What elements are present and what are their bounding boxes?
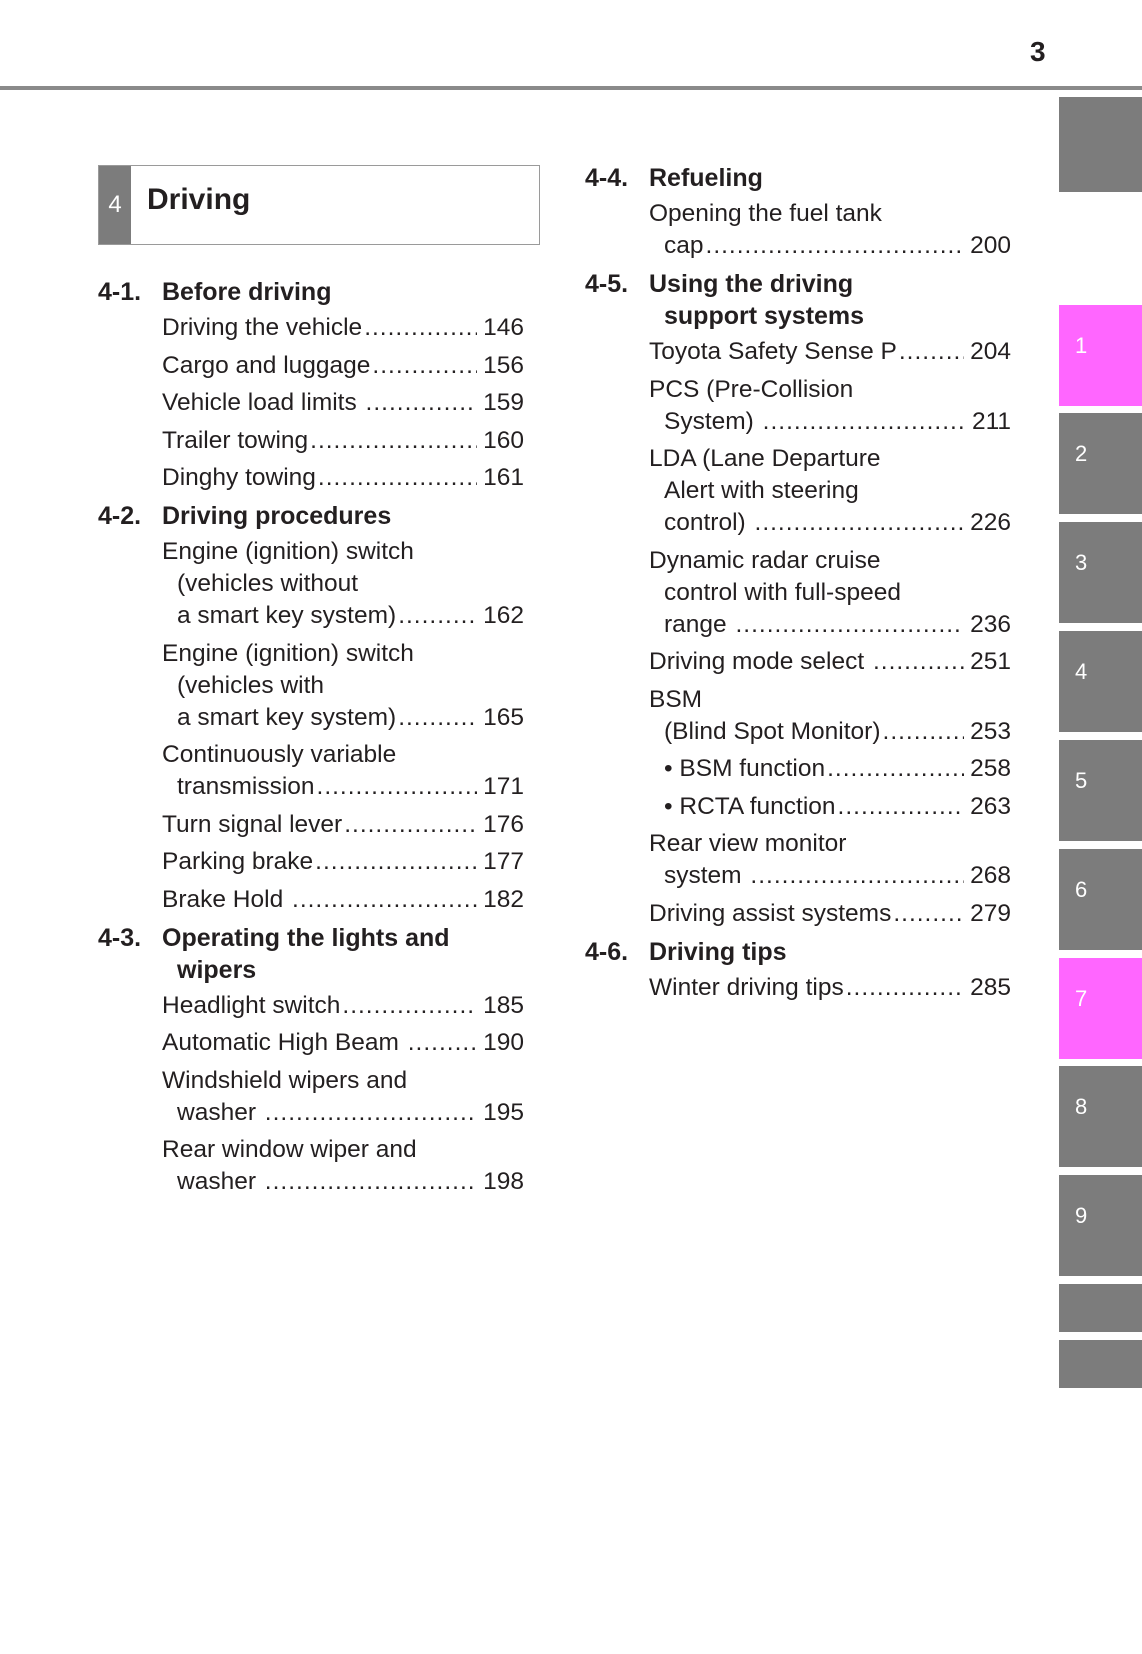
toc-entry[interactable] <box>585 545 1011 641</box>
chapter-tab-3[interactable]: 3 <box>1059 522 1142 623</box>
toc-entry-text: Automatic High Beam <box>162 1029 406 1056</box>
toc-entry-text: system <box>664 862 749 889</box>
page-ref: 176 <box>483 810 524 838</box>
toc-entry[interactable] <box>98 638 524 734</box>
toc-entry[interactable] <box>585 828 1011 892</box>
page-ref: 204 <box>970 338 1011 365</box>
toc-entry-lastline <box>649 972 1011 1004</box>
toc-entry-line: Engine (ignition) switch <box>162 639 414 667</box>
section-title-line: Refueling <box>649 164 763 192</box>
toc-entry-lastline <box>162 1097 524 1129</box>
toc-entry-line: Opening the fuel tank <box>649 200 882 227</box>
page-ref: 200 <box>970 232 1011 259</box>
section-heading <box>585 268 1011 332</box>
toc-entry[interactable] <box>98 350 524 382</box>
section-number: 4-4. <box>585 164 629 192</box>
toc-entry-line: Rear view monitor <box>649 830 847 857</box>
dot-leader <box>873 646 964 678</box>
chapter-tab-1[interactable]: 1 <box>1059 305 1142 406</box>
toc-entry-text: • RCTA function <box>664 792 836 820</box>
toc-entry-text: Driving assist systems <box>649 899 892 927</box>
chapter-title: Driving <box>147 183 251 216</box>
page-ref: 268 <box>970 862 1011 889</box>
page-ref: 251 <box>970 648 1011 675</box>
section-title-line: Operating the lights and <box>162 923 450 952</box>
dot-leader <box>265 1097 477 1129</box>
toc-entry-lastline <box>649 791 1011 823</box>
dot-leader <box>846 972 964 1004</box>
dot-leader <box>735 609 964 641</box>
toc-entry-lastline <box>649 609 1011 641</box>
chapter-tab-4[interactable]: 4 <box>1059 631 1142 732</box>
page-ref: 285 <box>970 973 1011 1001</box>
toc-entry-line: Dynamic radar cruise <box>649 546 881 574</box>
toc-entry-text: a smart key system) <box>177 602 397 629</box>
toc-entry-text: • BSM function <box>664 755 826 782</box>
toc-entry-text: Turn signal lever <box>162 810 343 838</box>
page-ref: 171 <box>483 773 524 800</box>
page-ref: 198 <box>483 1168 524 1195</box>
toc-entry-text: washer <box>177 1098 263 1126</box>
toc-entry-lastline <box>649 507 1011 539</box>
section-title <box>162 500 524 532</box>
toc-entry-line: (vehicles with <box>177 671 325 699</box>
toc-entry[interactable] <box>585 198 1011 262</box>
toc-entry-text: a smart key system) <box>177 703 397 731</box>
dot-leader <box>398 600 477 632</box>
toc-entry-text: Brake Hold <box>162 885 291 913</box>
toc-entry[interactable] <box>98 387 524 419</box>
toc-entry-text: Driving the vehicle <box>162 314 363 341</box>
toc-entry-text: transmission <box>177 773 315 800</box>
section-title <box>162 276 524 308</box>
toc-entry-text: Vehicle load limits <box>162 389 364 416</box>
toc-entry[interactable] <box>585 336 1011 368</box>
toc-entry[interactable] <box>585 791 1011 823</box>
section-heading <box>98 500 524 532</box>
toc-entry-lastline <box>162 600 524 632</box>
dot-leader <box>838 791 965 823</box>
toc-entry-line: Windshield wipers and <box>162 1066 408 1094</box>
toc-entry-lastline <box>649 716 1011 748</box>
toc-entry-text: washer <box>177 1168 263 1195</box>
section-title <box>649 936 1011 968</box>
section-title-line: support systems <box>664 302 865 330</box>
section-heading <box>585 936 1011 968</box>
toc-entry-text: Dinghy towing <box>162 464 316 491</box>
toc-entry-line: (vehicles without <box>177 570 359 597</box>
toc-entry[interactable] <box>98 809 524 841</box>
toc-entry-text: System) <box>664 407 761 435</box>
dot-leader <box>883 716 965 748</box>
page-ref: 159 <box>483 389 524 416</box>
dot-leader <box>763 406 966 438</box>
dot-leader <box>342 990 477 1022</box>
dot-leader <box>265 1166 477 1198</box>
toc-entry-text: control) <box>664 509 753 536</box>
page-ref: 162 <box>483 602 524 629</box>
section-title-line: wipers <box>177 955 257 984</box>
page-ref: 160 <box>483 426 524 454</box>
toc-entry[interactable] <box>585 972 1011 1004</box>
toc-entry-line: control with full-speed <box>664 578 901 606</box>
chapter-tab-7[interactable]: 7 <box>1059 958 1142 1059</box>
toc-entry-lastline <box>649 860 1011 892</box>
page-ref: 258 <box>970 755 1011 782</box>
toc-entry[interactable] <box>585 898 1011 930</box>
dot-leader <box>372 350 477 382</box>
section-title-line: Driving procedures <box>162 502 392 530</box>
page-ref: 190 <box>483 1029 524 1056</box>
toc-entry-text: Headlight switch <box>162 991 341 1019</box>
toc-entry-lastline <box>162 425 524 457</box>
header-rule <box>0 86 1142 90</box>
toc-entry-lastline <box>162 387 524 419</box>
page-ref: 146 <box>483 314 524 341</box>
dot-leader <box>292 884 477 916</box>
toc-entry[interactable] <box>585 646 1011 678</box>
chapter-tab-8[interactable]: 8 <box>1059 1066 1142 1167</box>
toc-entry-line: Engine (ignition) switch <box>162 538 414 565</box>
page-ref: 161 <box>483 464 524 491</box>
toc-right-column <box>585 156 1011 1009</box>
toc-entry-lastline <box>649 898 1011 930</box>
section-heading <box>98 922 524 986</box>
chapter-tab-blank[interactable] <box>1059 1284 1142 1332</box>
dot-leader <box>310 425 477 457</box>
toc-entry-lastline <box>162 1027 524 1059</box>
chapter-tab-2[interactable]: 2 <box>1059 413 1142 514</box>
page-number: 3 <box>1030 36 1046 67</box>
section-title-line: Before driving <box>162 278 332 306</box>
toc-entry-lastline <box>649 753 1011 785</box>
toc-entry-lastline <box>162 312 524 344</box>
toc-entry-text: range <box>664 610 734 638</box>
toc-entry-lastline <box>162 809 524 841</box>
toc-entry-line: PCS (Pre-Collision <box>649 375 854 403</box>
toc-entry-line: Alert with steering <box>664 477 859 504</box>
page-ref: 182 <box>483 885 524 913</box>
toc-entry[interactable] <box>98 739 524 803</box>
chapter-tab-6[interactable]: 6 <box>1059 849 1142 950</box>
toc-entry-text: Toyota Safety Sense P <box>649 338 897 365</box>
chapter-tab-blank[interactable] <box>1059 97 1142 192</box>
page-ref: 177 <box>483 848 524 875</box>
toc-entry-lastline <box>162 702 524 734</box>
page-ref: 165 <box>483 703 524 731</box>
page-ref: 156 <box>483 351 524 379</box>
toc-entry-lastline <box>649 336 1011 368</box>
toc-entry[interactable] <box>98 462 524 494</box>
chapter-tab-9[interactable]: 9 <box>1059 1175 1142 1276</box>
toc-entry[interactable] <box>98 536 524 632</box>
section-number: 4-6. <box>585 937 629 966</box>
toc-entry-line: LDA (Lane Departure <box>649 445 881 472</box>
dot-leader <box>318 462 477 494</box>
toc-entry[interactable] <box>585 443 1011 539</box>
dot-leader <box>893 898 964 930</box>
toc-entry-lastline <box>162 1166 524 1198</box>
dot-leader <box>827 753 964 785</box>
section-title <box>162 922 524 986</box>
section-title-line: Using the driving <box>649 270 854 298</box>
section-number: 4-3. <box>98 923 142 952</box>
toc-entry-lastline <box>162 350 524 382</box>
dot-leader <box>315 846 477 878</box>
toc-entry-lastline <box>162 462 524 494</box>
toc-entry[interactable] <box>98 1134 524 1198</box>
toc-entry-lastline <box>162 884 524 916</box>
toc-entry-line: BSM <box>649 685 703 713</box>
page-ref: 185 <box>483 991 524 1019</box>
chapter-tab-5[interactable]: 5 <box>1059 740 1142 841</box>
dot-leader <box>317 771 478 803</box>
toc-entry[interactable] <box>98 425 524 457</box>
toc-entry-text: (Blind Spot Monitor) <box>664 717 881 745</box>
section-number: 4-5. <box>585 270 629 298</box>
section-number: 4-2. <box>98 502 142 530</box>
toc-entry[interactable] <box>98 1027 524 1059</box>
toc-entry-lastline <box>649 646 1011 678</box>
dot-leader <box>755 507 965 539</box>
toc-entry[interactable] <box>98 846 524 878</box>
toc-entry[interactable] <box>585 684 1011 748</box>
toc-entry-text: Cargo and luggage <box>162 351 371 379</box>
toc-entry[interactable] <box>98 312 524 344</box>
chapter-tab-blank[interactable] <box>1059 1340 1142 1388</box>
toc-entry-lastline <box>649 230 1011 262</box>
toc-entry-text: cap <box>664 232 704 259</box>
toc-entry-text: Trailer towing <box>162 426 309 454</box>
page-ref: 211 <box>971 407 1011 435</box>
toc-entry-lastline <box>162 771 524 803</box>
toc-entry-lastline <box>162 846 524 878</box>
page-ref: 195 <box>483 1098 524 1126</box>
section-title-line: Driving tips <box>649 937 787 966</box>
dot-leader <box>408 1027 477 1059</box>
toc-entry[interactable] <box>98 990 524 1022</box>
toc-entry-text: Parking brake <box>162 848 314 875</box>
section-heading <box>98 276 524 308</box>
toc-entry[interactable] <box>585 374 1011 438</box>
dot-leader <box>398 702 477 734</box>
dot-leader <box>364 312 477 344</box>
toc-entry-text: Winter driving tips <box>649 973 844 1001</box>
dot-leader <box>366 387 478 419</box>
toc-entry[interactable] <box>585 753 1011 785</box>
page-ref: 236 <box>970 610 1011 638</box>
dot-leader <box>706 230 965 262</box>
chapter-header <box>98 165 540 245</box>
toc-entry-line: Rear window wiper and <box>162 1136 417 1163</box>
section-title <box>649 268 1011 332</box>
page-ref: 226 <box>970 509 1011 536</box>
page-ref: 263 <box>970 792 1011 820</box>
toc-left-column <box>98 270 524 1204</box>
page-ref: 253 <box>970 717 1011 745</box>
section-heading <box>585 162 1011 194</box>
toc-entry-line: Continuously variable <box>162 741 397 768</box>
toc-entry-lastline <box>649 406 1011 438</box>
dot-leader <box>899 336 964 368</box>
toc-entry[interactable] <box>98 1065 524 1129</box>
toc-entry-lastline <box>162 990 524 1022</box>
dot-leader <box>750 860 964 892</box>
section-number: 4-1. <box>98 278 142 306</box>
dot-leader <box>344 809 477 841</box>
toc-entry-text: Driving mode select <box>649 648 871 675</box>
section-title <box>649 162 1011 194</box>
page-ref: 279 <box>970 899 1011 927</box>
toc-entry[interactable] <box>98 884 524 916</box>
chapter-number: 4 <box>99 166 131 244</box>
